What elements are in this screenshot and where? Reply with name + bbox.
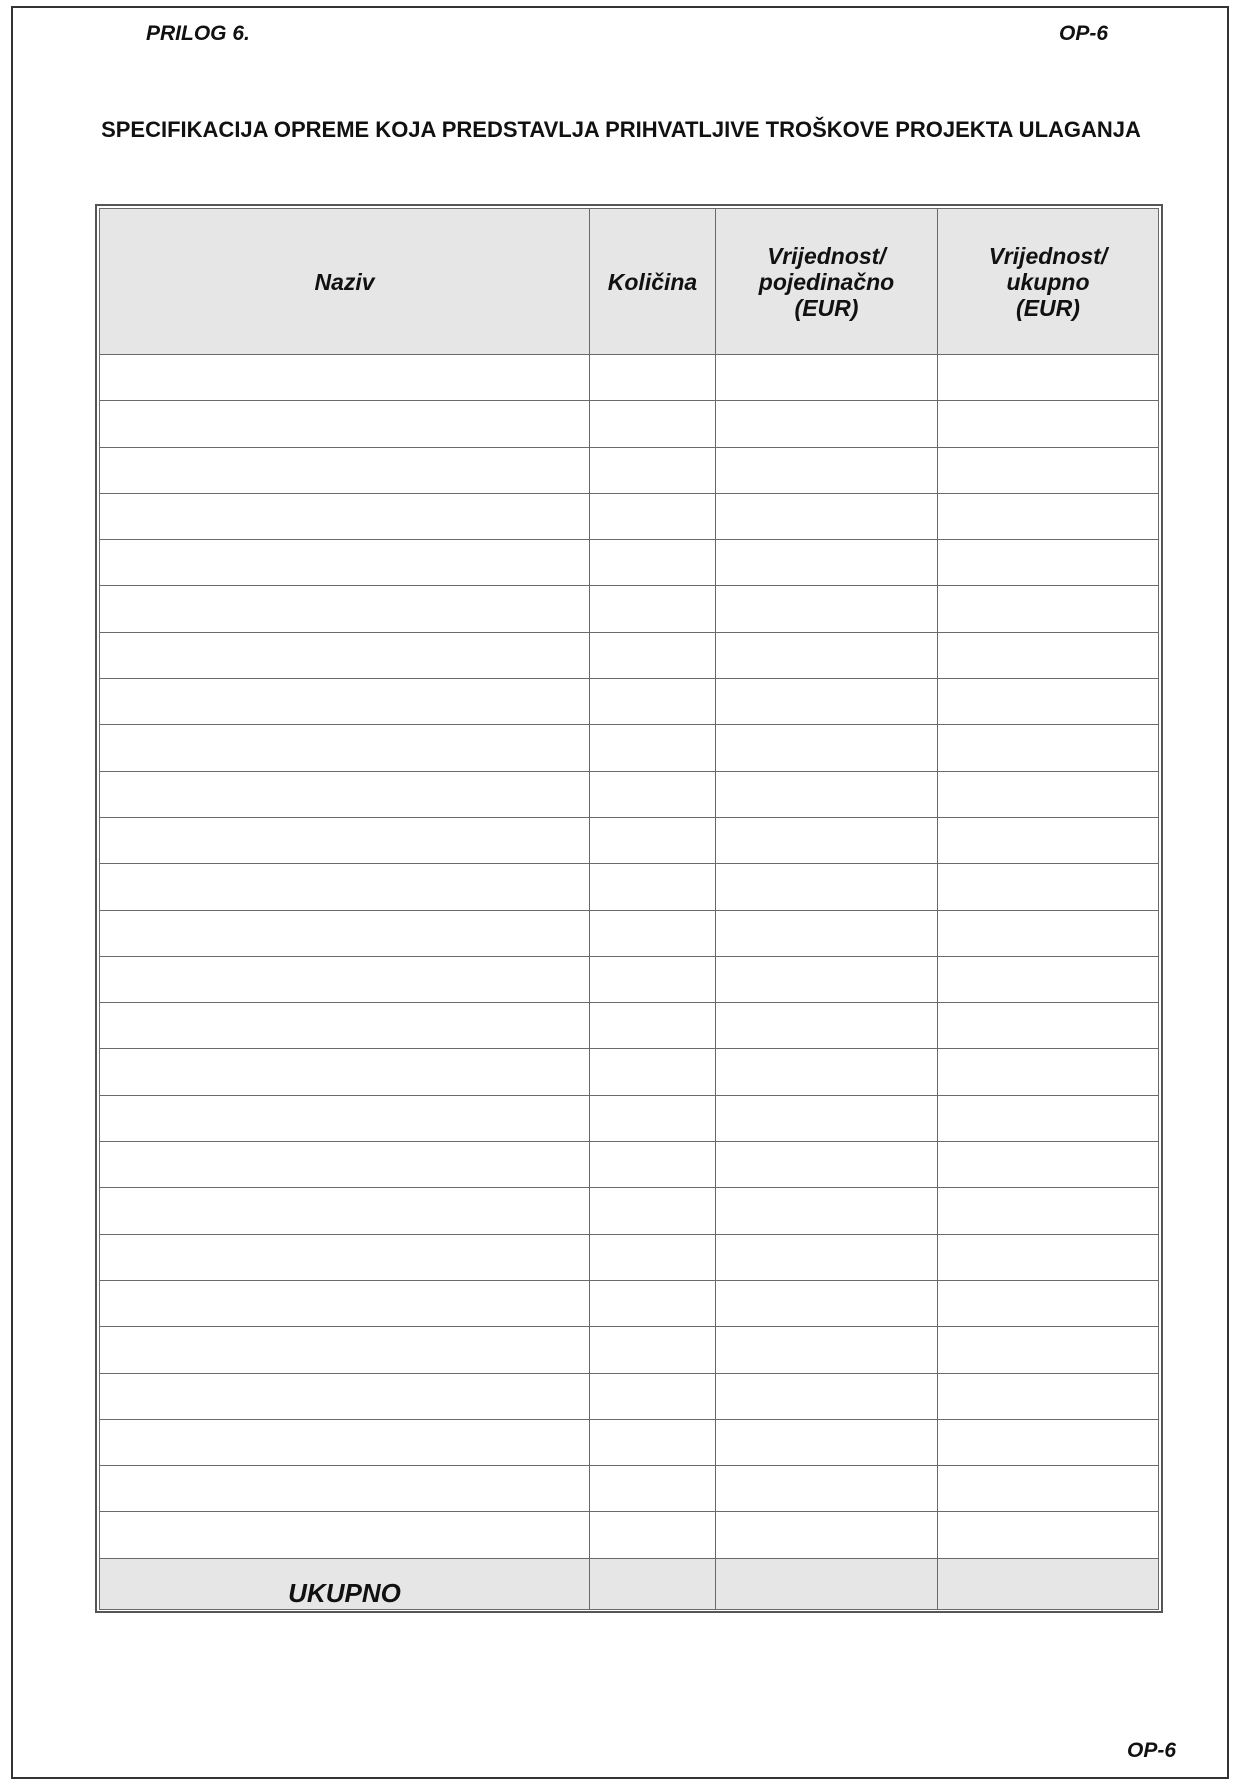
table-row [100, 1095, 1159, 1141]
kolicina-cell[interactable] [590, 1280, 716, 1326]
naziv-cell[interactable] [100, 1327, 590, 1373]
total-value-cell[interactable] [938, 864, 1159, 910]
table-row [100, 1327, 1159, 1373]
header-line: ukupno [1006, 268, 1090, 295]
unit-value-cell[interactable] [716, 771, 938, 817]
kolicina-cell[interactable] [590, 1327, 716, 1373]
naziv-cell[interactable] [100, 1095, 590, 1141]
kolicina-cell[interactable] [590, 771, 716, 817]
table-row [100, 1466, 1159, 1512]
total-value-cell[interactable] [938, 1095, 1159, 1141]
total-value-cell[interactable] [938, 1419, 1159, 1465]
table-row [100, 1234, 1159, 1280]
unit-value-cell[interactable] [716, 1373, 938, 1419]
column-header-total-value [938, 209, 1159, 355]
table-row [100, 910, 1159, 956]
table-row [100, 1419, 1159, 1465]
kolicina-cell[interactable] [590, 1142, 716, 1188]
unit-value-cell[interactable] [716, 1280, 938, 1326]
total-value-cell[interactable] [938, 1003, 1159, 1049]
column-header-kolicina [590, 209, 716, 355]
header-line: Količina [607, 268, 698, 295]
table-row [100, 679, 1159, 725]
total-value-cell[interactable] [938, 1558, 1159, 1609]
unit-value-cell[interactable] [716, 956, 938, 1002]
form-code-top: OP-6 [1059, 22, 1109, 45]
table-row [100, 725, 1159, 771]
unit-value-cell[interactable] [716, 401, 938, 447]
header-line: Vrijednost/ [988, 242, 1108, 269]
total-value-cell[interactable] [938, 355, 1159, 401]
table-row [100, 1003, 1159, 1049]
naziv-cell[interactable] [100, 1512, 590, 1558]
unit-value-cell[interactable] [716, 1003, 938, 1049]
unit-value-cell[interactable] [716, 725, 938, 771]
total-unit-value-cell[interactable] [716, 1558, 938, 1609]
naziv-cell[interactable] [100, 725, 590, 771]
table-row [100, 586, 1159, 632]
unit-value-cell[interactable] [716, 1466, 938, 1512]
naziv-cell[interactable] [100, 679, 590, 725]
unit-value-cell[interactable] [716, 586, 938, 632]
total-value-cell[interactable] [938, 447, 1159, 493]
total-label: UKUPNO [100, 1558, 590, 1609]
kolicina-cell[interactable] [590, 910, 716, 956]
naziv-cell[interactable] [100, 1142, 590, 1188]
naziv-cell[interactable] [100, 1188, 590, 1234]
kolicina-cell[interactable] [590, 1003, 716, 1049]
naziv-cell[interactable] [100, 1373, 590, 1419]
unit-value-cell[interactable] [716, 1188, 938, 1234]
naziv-cell[interactable] [100, 540, 590, 586]
unit-value-cell[interactable] [716, 632, 938, 678]
naziv-cell[interactable] [100, 817, 590, 863]
unit-value-cell[interactable] [716, 1512, 938, 1558]
unit-value-cell[interactable] [716, 864, 938, 910]
kolicina-cell[interactable] [590, 1095, 716, 1141]
naziv-cell[interactable] [100, 864, 590, 910]
total-row [100, 1558, 1159, 1609]
kolicina-cell[interactable] [590, 817, 716, 863]
naziv-cell[interactable] [100, 910, 590, 956]
unit-value-cell[interactable] [716, 447, 938, 493]
kolicina-cell[interactable] [590, 956, 716, 1002]
unit-value-cell[interactable] [716, 540, 938, 586]
annex-label: PRILOG 6. [146, 22, 250, 45]
total-value-cell[interactable] [938, 1142, 1159, 1188]
kolicina-cell[interactable] [590, 540, 716, 586]
header-line: (EUR) [1016, 294, 1080, 321]
table-row [100, 540, 1159, 586]
unit-value-cell[interactable] [716, 1234, 938, 1280]
total-value-cell[interactable] [938, 1327, 1159, 1373]
kolicina-cell[interactable] [590, 679, 716, 725]
unit-value-cell[interactable] [716, 910, 938, 956]
equipment-specification-table [99, 208, 1159, 1610]
header-line: Naziv [314, 268, 375, 295]
total-value-cell[interactable] [938, 1512, 1159, 1558]
total-value-cell[interactable] [938, 586, 1159, 632]
table-row [100, 355, 1159, 401]
kolicina-cell[interactable] [590, 586, 716, 632]
naziv-cell[interactable] [100, 1280, 590, 1326]
naziv-cell[interactable] [100, 447, 590, 493]
table-row [100, 632, 1159, 678]
total-value-cell[interactable] [938, 817, 1159, 863]
table-row [100, 956, 1159, 1002]
kolicina-cell[interactable] [590, 493, 716, 539]
total-value-cell[interactable] [938, 1234, 1159, 1280]
table-row [100, 1373, 1159, 1419]
kolicina-cell[interactable] [590, 1512, 716, 1558]
header-line: pojedinačno [758, 268, 895, 295]
table-row [100, 1512, 1159, 1558]
table-row [100, 864, 1159, 910]
table-row [100, 771, 1159, 817]
unit-value-cell[interactable] [716, 1095, 938, 1141]
total-value-cell[interactable] [938, 1188, 1159, 1234]
total-value-cell[interactable] [938, 1280, 1159, 1326]
column-header-unit-value [716, 209, 938, 355]
kolicina-cell[interactable] [590, 1419, 716, 1465]
unit-value-cell[interactable] [716, 493, 938, 539]
table-row [100, 1142, 1159, 1188]
unit-value-cell[interactable] [716, 679, 938, 725]
total-value-cell[interactable] [938, 632, 1159, 678]
total-value-cell[interactable] [938, 493, 1159, 539]
total-value-cell[interactable] [938, 910, 1159, 956]
kolicina-cell[interactable] [590, 1049, 716, 1095]
naziv-cell[interactable] [100, 1419, 590, 1465]
total-quantity-cell[interactable] [590, 1558, 716, 1609]
unit-value-cell[interactable] [716, 817, 938, 863]
total-value-cell[interactable] [938, 771, 1159, 817]
naziv-cell[interactable] [100, 355, 590, 401]
total-value-cell[interactable] [938, 956, 1159, 1002]
unit-value-cell[interactable] [716, 355, 938, 401]
kolicina-cell[interactable] [590, 725, 716, 771]
unit-value-cell[interactable] [716, 1049, 938, 1095]
total-value-cell[interactable] [938, 401, 1159, 447]
naziv-cell[interactable] [100, 1049, 590, 1095]
naziv-cell[interactable] [100, 1234, 590, 1280]
header-line: Vrijednost/ [767, 242, 886, 269]
table-row [100, 401, 1159, 447]
total-value-cell[interactable] [938, 1049, 1159, 1095]
table-header-row [100, 209, 1159, 355]
kolicina-cell[interactable] [590, 355, 716, 401]
naziv-cell[interactable] [100, 956, 590, 1002]
naziv-cell[interactable] [100, 493, 590, 539]
naziv-cell[interactable] [100, 586, 590, 632]
table-row [100, 1049, 1159, 1095]
kolicina-cell[interactable] [590, 1466, 716, 1512]
document-title: SPECIFIKACIJA OPREME KOJA PREDSTAVLJA PRIHVATLJIVE TROŠKOVE PROJEKTA ULAGANJA [101, 117, 1141, 142]
kolicina-cell[interactable] [590, 401, 716, 447]
naziv-cell[interactable] [100, 401, 590, 447]
kolicina-cell[interactable] [590, 632, 716, 678]
kolicina-cell[interactable] [590, 447, 716, 493]
form-code-bottom: OP-6 [1127, 1739, 1177, 1762]
kolicina-cell[interactable] [590, 1373, 716, 1419]
total-value-cell[interactable] [938, 540, 1159, 586]
total-value-cell[interactable] [938, 1373, 1159, 1419]
total-value-cell[interactable] [938, 725, 1159, 771]
unit-value-cell[interactable] [716, 1419, 938, 1465]
kolicina-cell[interactable] [590, 1188, 716, 1234]
naziv-cell[interactable] [100, 632, 590, 678]
unit-value-cell[interactable] [716, 1327, 938, 1373]
unit-value-cell[interactable] [716, 1142, 938, 1188]
table-row [100, 493, 1159, 539]
table-row [100, 1188, 1159, 1234]
total-value-cell[interactable] [938, 679, 1159, 725]
table-row [100, 817, 1159, 863]
naziv-cell[interactable] [100, 771, 590, 817]
equipment-table-frame [95, 204, 1163, 1613]
kolicina-cell[interactable] [590, 864, 716, 910]
table-row [100, 1280, 1159, 1326]
column-header-naziv [100, 209, 590, 355]
total-value-cell[interactable] [938, 1466, 1159, 1512]
naziv-cell[interactable] [100, 1003, 590, 1049]
table-row [100, 447, 1159, 493]
naziv-cell[interactable] [100, 1466, 590, 1512]
header-line: (EUR) [794, 294, 859, 321]
kolicina-cell[interactable] [590, 1234, 716, 1280]
